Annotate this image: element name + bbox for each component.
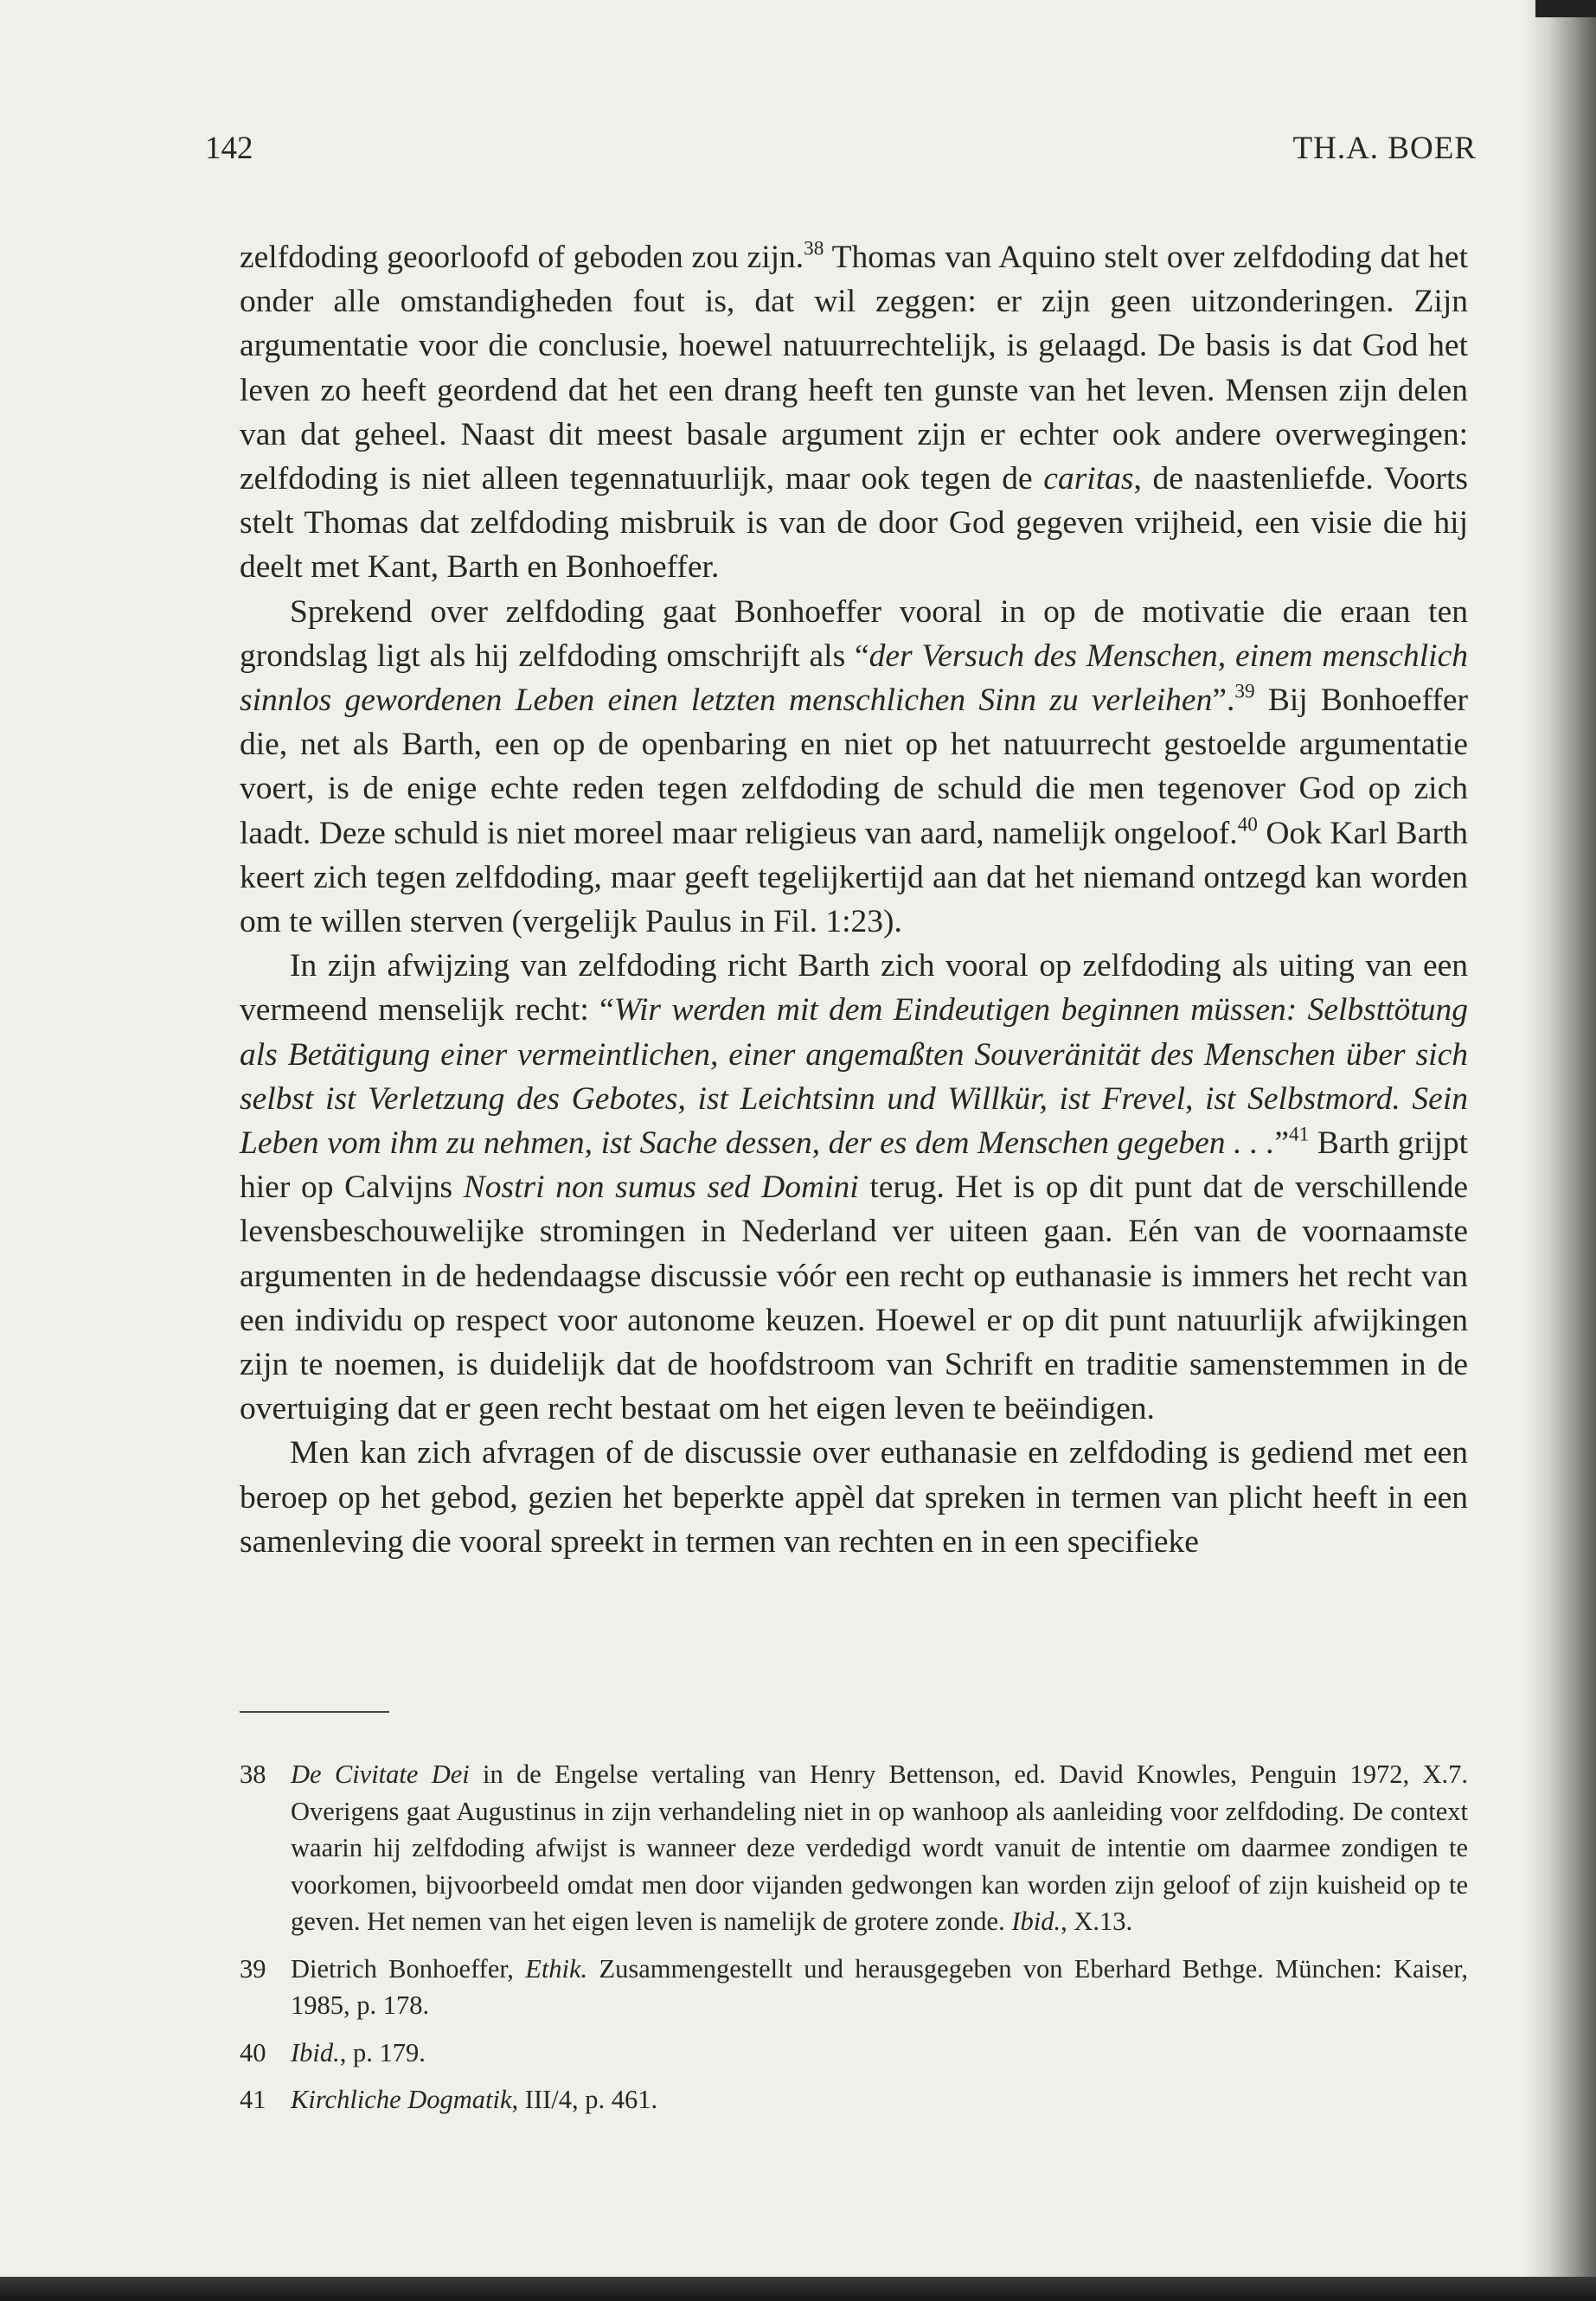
footnote-ref: 39: [1234, 680, 1255, 703]
text-run: , X.13.: [1061, 1907, 1133, 1936]
page-header: [205, 130, 1477, 182]
italic-text: der Versuch des Menschen, einem menschlich sinnlos gewordenen Leben einen letzten menschlichen Sinn zu verleihen: [240, 638, 1468, 719]
text-run: Ook Karl Barth keert zich tegen zelfdoding, maar geeft tegelijkertijd aan dat het niemand ontzegd kan worden om te willen sterven (vergelijk Paulus in Fil. 1:23).: [240, 815, 1468, 940]
footnote-ref: 41: [1289, 1123, 1310, 1146]
text-run: Barth grijpt hier op Calvijns: [240, 1125, 1468, 1206]
body-text: [240, 235, 1468, 1564]
text-run: in de Engelse vertaling van Henry Bettenson, ed. David Knowles, Penguin 1972, X.7. Overigens gaat Augustinus in zijn verhandeling niet in op wanhoop als aanleiding voor zelfdoding. De context waarin hij zelfdoding afwijst is wanneer deze verdedigd wordt vanuit de intentie om daarmee zondigen te voorkomen, bijvoorbeeld omdat men door vijanden gedwongen kan worden zijn geloof of zijn kuisheid op te geven. Het nemen van het eigen leven is namelijk de grotere zonde.: [291, 1759, 1468, 1936]
italic-text: caritas: [1043, 461, 1134, 497]
paragraph-3: [240, 944, 1468, 1431]
page-edge-shadow: [1522, 0, 1596, 2301]
footnote-number: 40: [240, 2037, 266, 2067]
text-run: Zusammengestellt und herausgegeben von Eberhard Bethge. München: Kaiser, 1985, p. 178.: [291, 1953, 1468, 2020]
text-run: , p. 179.: [339, 2037, 426, 2067]
footnote-text: [291, 1759, 1468, 1936]
footnote-40: [240, 2035, 1468, 2072]
footnote-text: [291, 1954, 1468, 2021]
running-head: TH.A. BOER: [1292, 131, 1477, 166]
text-run: ”.: [1212, 683, 1235, 719]
footnote-number: 38: [240, 1759, 266, 1789]
footnote-38: [240, 1756, 1468, 1940]
footnote-text: [291, 2085, 657, 2114]
italic-text: Ibid.: [291, 2037, 340, 2067]
footnote-41: [240, 2081, 1468, 2118]
paragraph-4: [240, 1431, 1468, 1564]
footnote-divider: [240, 1711, 389, 1713]
text-run: zelfdoding geoorloofd of geboden zou zijn.: [240, 240, 804, 275]
text-run: ”: [1274, 1125, 1290, 1162]
italic-text: Nostri non sumus sed Domini: [463, 1170, 859, 1206]
footnotes: [240, 1756, 1468, 2129]
footnote-number: 41: [240, 2085, 266, 2114]
text-run: Dietrich Bonhoeffer,: [291, 1953, 526, 1984]
footnote-ref: 38: [804, 237, 824, 260]
scan-corner-mark: [1535, 0, 1596, 17]
italic-text: Ethik.: [525, 1953, 588, 1984]
paragraph-2: [240, 590, 1468, 945]
text-run: Thomas van Aquino stelt over zelfdoding dat het onder alle omstandigheden fout is, dat wil zeggen: er zijn geen uitzonderingen. Zijn argumentatie voor die conclusie, hoewel natuurrechtelijk, is gelaagd. De basis is dat God het leven zo heeft geordend dat het een drang heeft ten gunste van het leven. Mensen zijn delen van dat geheel. Naast dit meest basale argument zijn er echter ook andere overwegingen: zelfdoding is niet alleen tegennatuurlijk, maar ook tegen de: [240, 240, 1468, 497]
italic-text: De Civitate Dei: [291, 1759, 470, 1789]
footnote-text: [291, 2038, 426, 2067]
text-run: , III/4, p. 461.: [511, 2085, 658, 2114]
footnote-39: [240, 1951, 1468, 2024]
italic-text: Wir werden mit dem Eindeutigen beginnen müssen: Selbsttötung als Betätigung einer vermeintlichen, einer angemaßten Souveränität des Menschen über sich selbst ist Verletzung des Gebotes, ist Leichtsinn und Willkür, ist Frevel, ist Selbstmord. Sein Leben vom ihm zu nehmen, ist Sache dessen, der es dem Menschen gegeben . . .: [240, 992, 1468, 1162]
text-run: Men kan zich afvragen of de discussie over euthanasie en zelfdoding is gediend met een beroep op het gebod, gezien het beperkte appèl dat spreken in termen van plicht heeft in een samenleving die vooral spreekt in termen van rechten en in een specifieke: [240, 1435, 1468, 1560]
italic-text: Ibid.: [1011, 1907, 1061, 1936]
text-run: terug. Het is op dit punt dat de verschillende levensbeschouwelijke stromingen in Nederland ver uiteen gaan. Eén van de voornaamste argumenten in de hedendaagse discussie vóór een recht op euthanasie is immers het recht van een individu op respect voor autonome keuzen. Hoewel er op dit punt natuurlijk afwijkingen zijn te noemen, is duidelijk dat de hoofdstroom van Schrift en traditie samenstemmen in de overtuiging dat er geen recht bestaat om het eigen leven te beëindigen.: [240, 1170, 1468, 1427]
footnote-ref: 40: [1237, 813, 1258, 836]
scan-bottom-edge: [0, 2277, 1596, 2301]
text-run: Bij Bonhoeffer die, net als Barth, een op de openbaring en niet op het natuurrecht gestoelde argumentatie voert, is de enige echte reden tegen zelfdoding de schuld die men tegenover God op zich laadt. Deze schuld is niet moreel maar religieus van aard, namelijk ongeloof.: [240, 683, 1468, 851]
text-run: In zijn afwijzing van zelfdoding richt Barth zich vooral op zelfdoding als uiting van een vermeend menselijk recht: “: [240, 948, 1468, 1029]
footnote-number: 39: [240, 1953, 266, 1984]
text-run: Sprekend over zelfdoding gaat Bonhoeffer vooral in op de motivatie die eraan ten grondslag ligt als hij zelfdoding omschrijft als “: [240, 593, 1468, 674]
italic-text: Kirchliche Dogmatik: [291, 2085, 512, 2114]
page-number: 142: [205, 131, 253, 166]
text-run: , de naastenliefde. Voorts stelt Thomas dat zelfdoding misbruik is van de door God gegeven vrijheid, een visie die hij deelt met Kant, Barth en Bonhoeffer.: [240, 461, 1468, 586]
paragraph-1: [240, 235, 1468, 590]
